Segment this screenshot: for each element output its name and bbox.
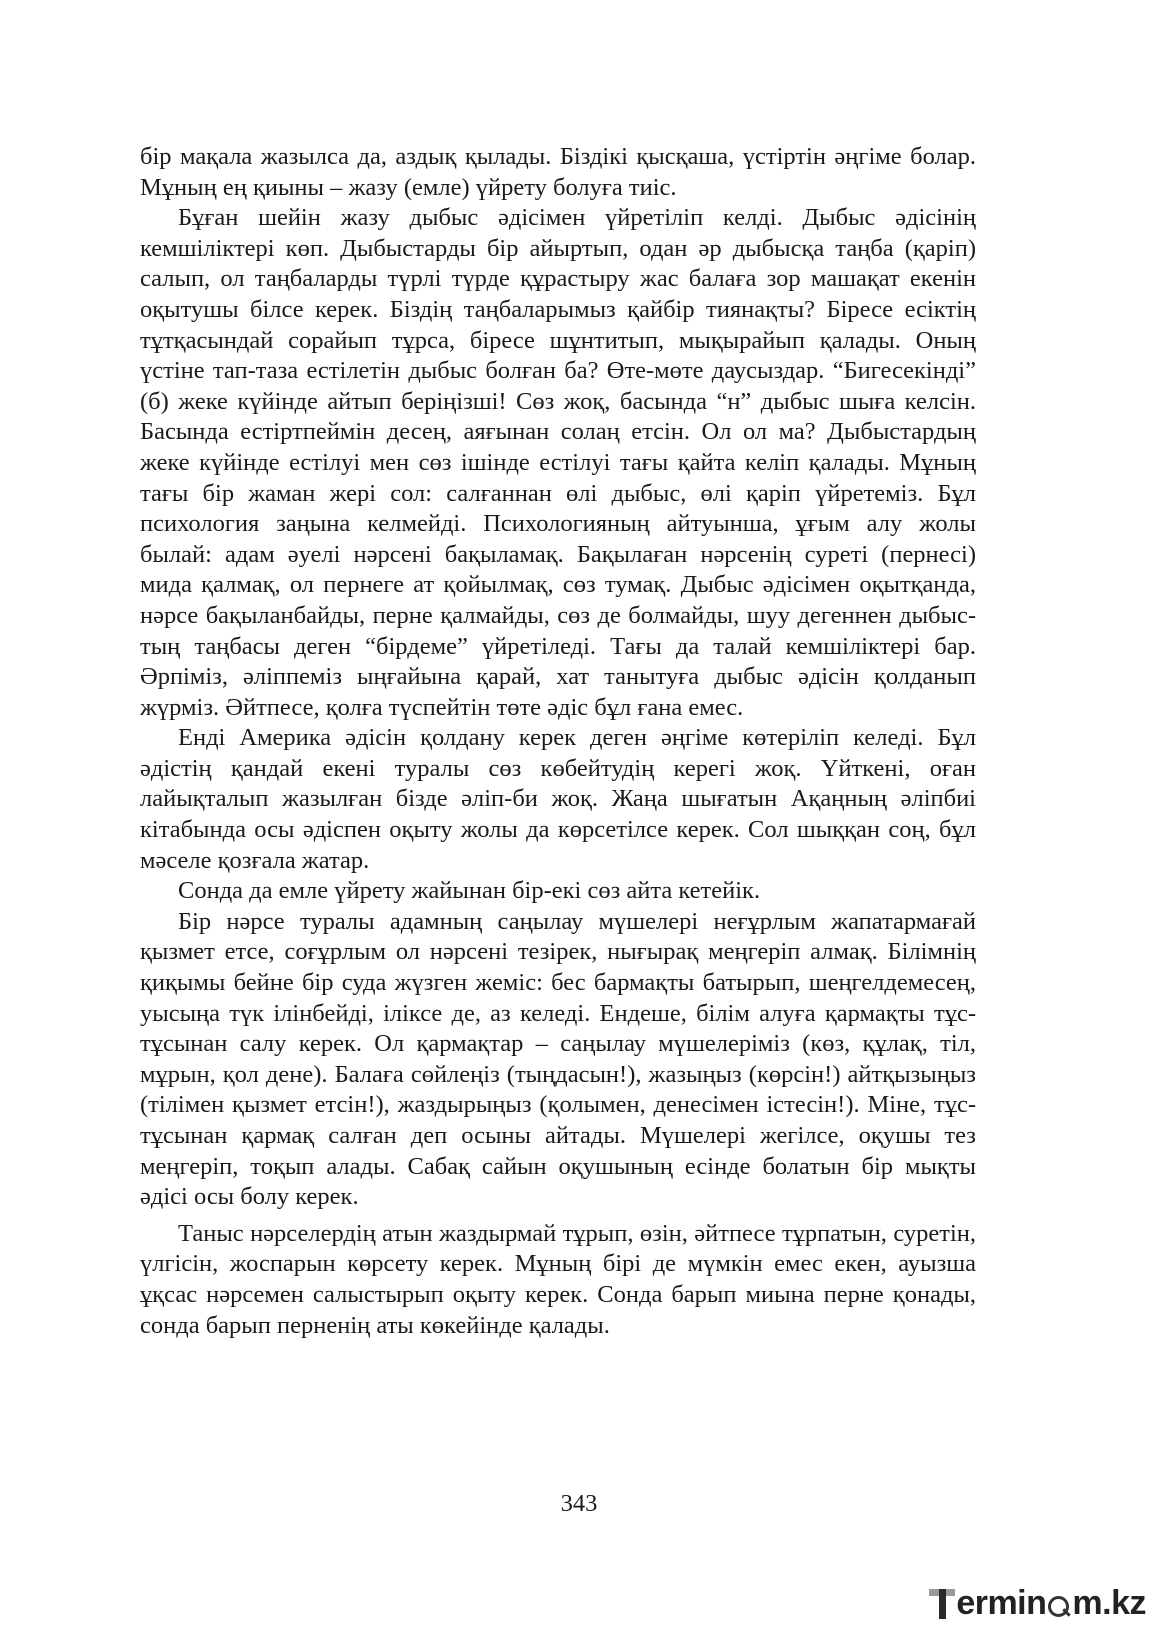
watermark-text-start: ermin — [956, 1584, 1047, 1622]
watermark-logo — [929, 1584, 1146, 1623]
page-number: 343 — [560, 1490, 598, 1517]
paragraph-5: Бір нәрсе туралы адамның саңылау мүшелері неғұрлым жапатармағай қызмет етсе, соғұрлым ол нәрсені тезірек, нығырақ меңгеріп алмақ. Білімнің қиқымы бейне бір суда жүзген жеміс: бес бармақты батырып, шеңгелдемесең, уысыңа түк ілінбейді, іліксе де, аз келеді. Ендеше, білім алуға қармақты тұс-тұсынан салу керек. Ол қармақтар – саңылау мүшелеріміз (көз, құлақ, тіл, мұрын, қол дене). Балаға сөйлеңіз (тыңдасын!), жазыңыз (көрсін!) айтқызыңыз (тілімен қызмет етсін!), жаздырыңыз (қолымен, денесімен істесін!). Міне, тұс-тұсынан қармақ салған деп осыны айтады. Мүшелері жегілсе, оқушы тез меңгеріп, тоқып алады. Сабақ сайын оқушының есінде болатын бір мықты әдісі осы болу керек. — [140, 907, 976, 1211]
watermark-text-end: m.kz — [1072, 1584, 1146, 1622]
paragraph-3: Енді Америка әдісін қолдану керек деген әңгіме көтеріліп келеді. Бұл әдістің қандай екені туралы сөз көбейтудің керегі жоқ. Үйткені, оған лайықталып жазылған бізде әліп-би жоқ. Жаңа шығатын Ақаңның әліпбиі кітабында осы әдіспен оқыту жолы да көрсетілсе керек. Сол шыққан соң, бұл мәселе қозғала жатар. — [140, 724, 976, 874]
paragraph-2: Бұған шейін жазу дыбыс әдісімен үйретіліп келді. Дыбыс әдісінің кемшіліктері көп. Дыбыстарды бір айыртып, одан әр дыбысқа таңба (қаріп) салып, ол таңбаларды түрлі түрде құрастыру жас балаға зор машақат екенін оқытушы білсе керек. Біздің таңбаларымыз қайбір тиянақты? Біресе есіктің тұтқасындай сорайып тұрса, біресе шұнтитып, мықырайып қалады. Оның үстіне тап-таза естілетін дыбыс болған ба? Өте-мөте даусыздар. “Бигесекінді” (б) жеке күйінде айтып беріңізші! Сөз жоқ, басында “н” дыбыс шыға келсін. Басында естіртпеймін десең, аяғынан солаң етсін. Ол ол ма? Дыбыстардың жеке күйінде естілуі мен сөз ішінде естілуі тағы қайта келіп қалады. Мұның тағы бір жаман жері сол: салғаннан өлі дыбыс, өлі қаріп үйретеміз. Бұл психология заңына келмейді. Психологияның айтуынша, ұғым алу жолы былай: адам әуелі нәрсені бақыламақ. Бақылаған нәрсенің суреті (пернесі) мида қалмақ, ол пернеге ат қойылмақ, сөз тумақ. Дыбыс әдісімен оқытқанда, нәрсе бақыланбайды, перне қалмайды, сөз де болмайды, шуу дегеннен дыбыстың таңбасы деген “бірдеме” үйретіледі. Тағы да талай кемшіліктері бар. Әрпіміз, әліппеміз ыңғайына қарай, хат танытуға дыбыс әдісін қолданып жүрміз. Әйтпесе, қолға түспейтін төте әдіс бұл ғана емес. — [140, 204, 976, 721]
logo-t-icon — [929, 1585, 955, 1623]
paragraph-4: Сонда да емле үйрету жайынан бір-екі сөз айта кетейік. — [178, 877, 761, 905]
magnifier-icon — [1047, 1592, 1071, 1616]
page-body — [140, 142, 976, 1341]
paragraph-6: Таныс нәрселердің атын жаздырмай тұрып, өзін, әйтпесе тұрпатын, суретін, үлгісін, жоспарын көрсету керек. Мұның бірі де мүмкін емес екен, ауызша ұқсас нәрсемен салыстырып оқыту керек. Сонда барып миына перне қонады, сонда барып перненің аты көкейінде қалады. — [140, 1219, 976, 1339]
paragraph-1: бір мақала жазылса да, аздық қылады. Біздікі қысқаша, үстіртін әңгіме болар. Мұның ең қиыны – жазу (емле) үйрету болуға тиіс. — [140, 143, 976, 201]
